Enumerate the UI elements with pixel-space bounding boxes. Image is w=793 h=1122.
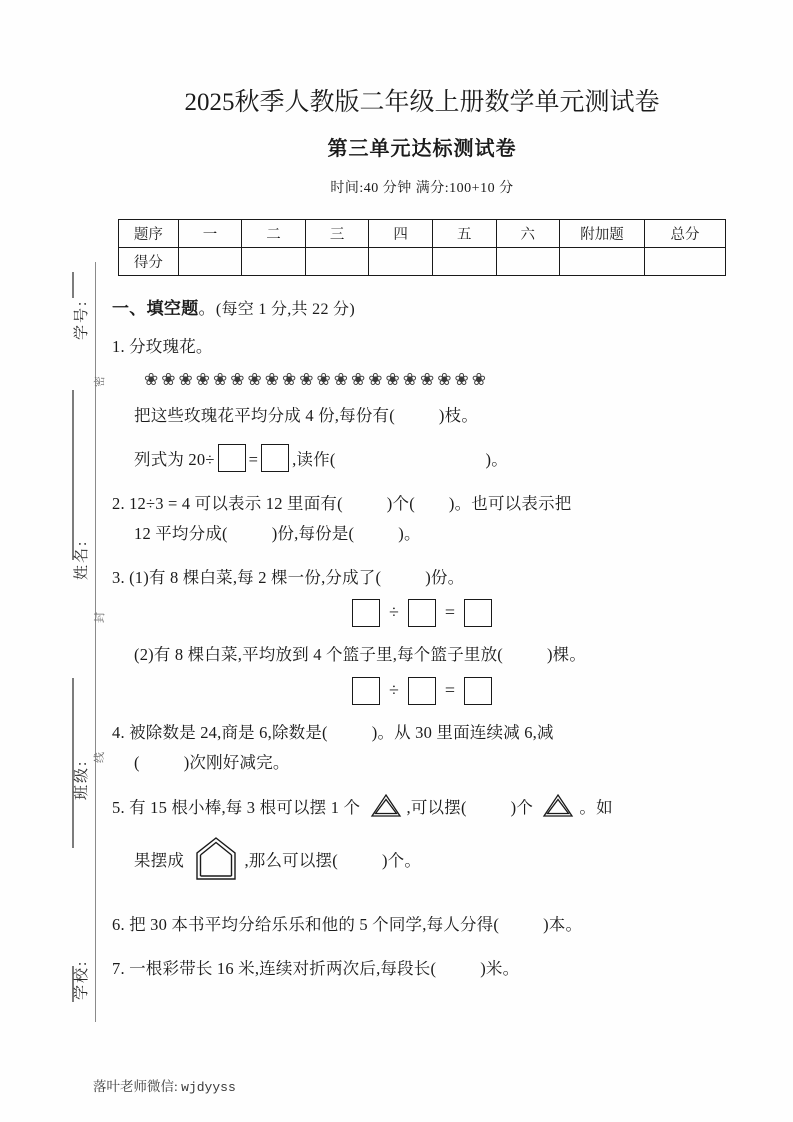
question-4-line2 [112,748,732,779]
question-1-line3-b: ,读作( [292,450,336,470]
answer-box-q1-quotient[interactable] [261,444,289,472]
score-cell-5[interactable] [432,248,496,276]
question-3-part1-a: (1)有 8 棵白菜,每 2 棵一份,分成了( [129,567,382,587]
question-1-line3 [112,444,732,476]
rose-icon: ❀ [299,369,315,389]
seal-sidebar [0,0,112,1122]
question-4-line2-b: )次刚好减完。 [183,753,290,773]
answer-box-q1-divisor[interactable] [218,444,246,472]
rose-icon: ❀ [264,369,280,389]
question-6-text-a: 把 30 本书平均分给乐乐和他的 5 个同学,每人分得( [129,914,500,934]
section-number: 一、 [112,299,147,318]
question-5-line1-a: 有 15 根小棒,每 3 根可以摆 1 个 [129,797,361,817]
score-table-col-3: 三 [305,220,369,248]
score-table-row-label-order: 题序 [119,220,179,248]
seal-outer-line [72,272,74,1002]
question-3-part2-a: (2)有 8 棵白菜,平均放到 4 个篮子里,每个篮子里放( [134,645,503,665]
question-2-line2 [112,519,732,550]
q3b-equals-sign: = [444,679,456,700]
score-cell-2[interactable] [242,248,306,276]
question-7-number: 7. [112,959,125,979]
q3a-equals-sign: = [444,602,456,623]
q3b-divide-sign: ÷ [388,679,399,700]
question-5-line2-c: )个。 [381,851,422,871]
table-row-header [119,220,726,248]
score-cell-6[interactable] [496,248,560,276]
score-table-col-5: 五 [432,220,496,248]
equation-row-q3-part1 [112,599,732,627]
rose-icon: ❀ [420,369,436,389]
house-sticks-icon [193,835,239,894]
question-1 [112,332,732,363]
question-6-number: 6. [112,914,125,934]
section-period: 。 [198,299,216,318]
question-1-number: 1. [112,337,125,356]
answer-box-q3b-dividend[interactable] [352,677,380,705]
score-table-col-extra: 附加题 [560,220,645,248]
question-1-stem: 分玫瑰花。 [129,337,213,356]
rose-icon: ❀ [333,369,349,389]
question-5-line2-a: 果摆成 [134,851,185,871]
section-name: 填空题 [146,299,199,318]
question-5-line1-d: 。如 [579,797,613,817]
question-5-number: 5. [112,797,125,817]
score-cell-1[interactable] [178,248,242,276]
question-4-number: 4. [112,722,125,742]
seal-label-school: 学校: [74,959,90,1000]
paper-content [112,0,732,985]
triangle-sticks-icon [369,792,403,830]
score-table-col-6: 六 [496,220,560,248]
answer-box-q3b-divisor[interactable] [408,677,436,705]
rose-icon: ❀ [161,369,177,389]
rose-icon: ❀ [454,369,470,389]
table-row-scores [119,248,726,276]
question-3-part2-b: )棵。 [546,645,587,665]
rose-illustration [112,371,732,388]
score-table [118,219,726,276]
score-cell-total[interactable] [644,248,725,276]
question-1-line2-a: 把这些玫瑰花平均分成 4 份,每份有( [134,405,395,425]
question-1-line2-b: )枝。 [438,405,479,425]
answer-box-q3a-divisor[interactable] [408,599,436,627]
rose-icon: ❀ [368,369,384,389]
rose-icon: ❀ [213,369,229,389]
rose-icon: ❀ [437,369,453,389]
seal-label-class: 班级: [74,759,90,800]
exam-meta: 时间:40 分钟 满分:100+10 分 [330,181,514,196]
rose-icon: ❀ [144,369,160,389]
equation-row-q3-part2 [112,677,732,705]
question-4-line2-a: ( [134,753,140,773]
rose-icon: ❀ [195,369,211,389]
question-2-line2-b: )份,每份是( [271,524,355,544]
question-4 [112,718,732,749]
question-7-text-b: )米。 [480,959,520,979]
question-2-line1-c: )。也可以表示把 [448,493,572,513]
question-5-line1-c: )个 [510,797,534,817]
footer-label: 落叶老师微信: [93,1079,178,1094]
seal-label-name: 姓名: [74,539,90,580]
footer-watermark [93,1075,236,1095]
score-table-col-1: 一 [178,220,242,248]
seal-char-mi: 密 [94,376,106,387]
rose-icon: ❀ [178,369,194,389]
score-table-col-total: 总分 [644,220,725,248]
seal-label-student-id: 学号: [74,299,90,340]
question-7 [112,954,732,985]
question-2-line2-c: )。 [398,524,421,544]
rose-icon: ❀ [316,369,332,389]
question-6-text-b: )本。 [543,914,583,934]
question-4-line1-a: 被除数是 24,商是 6,除数是( [129,722,328,742]
q3a-divide-sign: ÷ [388,602,399,623]
score-cell-extra[interactable] [560,248,645,276]
section-points: (每空 1 分,共 22 分) [215,301,355,318]
question-2-number: 2. [112,493,125,513]
question-2-line1-b: )个( [386,493,415,513]
question-4-line1-b: )。从 30 里面连续减 6,减 [371,722,554,742]
question-5-line2 [112,835,732,894]
score-cell-4[interactable] [369,248,433,276]
rose-icon: ❀ [471,369,487,389]
score-cell-3[interactable] [305,248,369,276]
question-1-equals: = [248,450,259,470]
section-heading-fill-in-blanks [112,294,732,319]
question-5-line1-b: ,可以摆( [406,797,467,817]
question-3-number: 3. [112,567,125,587]
question-3 [112,563,732,594]
answer-box-q3a-result[interactable] [464,599,492,627]
footer-wechat-id: wjdyyss [181,1080,236,1095]
question-1-line3-c: )。 [485,450,508,470]
rose-icon: ❀ [247,369,263,389]
score-table-col-4: 四 [369,220,433,248]
question-1-line3-a: 列式为 20÷ [134,450,215,470]
question-7-text-a: 一根彩带长 16 米,连续对折两次后,每段长( [129,959,437,979]
answer-box-q3a-dividend[interactable] [352,599,380,627]
question-5-line2-b: ,那么可以摆( [244,851,338,871]
question-2-line1-a: 12÷3 = 4 可以表示 12 里面有( [129,493,343,513]
question-3-part2 [112,640,732,671]
rose-icon: ❀ [230,369,246,389]
question-3-part1-b: )份。 [425,567,465,587]
rose-icon: ❀ [282,369,298,389]
rose-icon: ❀ [351,369,367,389]
triangle-sticks-icon-2 [541,792,575,830]
question-1-line2 [112,401,732,432]
question-2-line2-a: 12 平均分成( [134,524,228,544]
question-5 [112,792,732,830]
question-2 [112,489,732,520]
page-title: 2025秋季人教版二年级上册数学单元测试卷 [184,89,660,116]
seal-char-feng: 封 [94,612,106,623]
score-table-row-label-score: 得分 [119,248,179,276]
rose-icon: ❀ [385,369,401,389]
score-table-col-2: 二 [242,220,306,248]
rose-icon: ❀ [402,369,418,389]
page-subtitle: 第三单元达标测试卷 [327,138,517,160]
answer-box-q3b-result[interactable] [464,677,492,705]
seal-char-xian: 线 [94,752,106,763]
question-6 [112,910,732,941]
